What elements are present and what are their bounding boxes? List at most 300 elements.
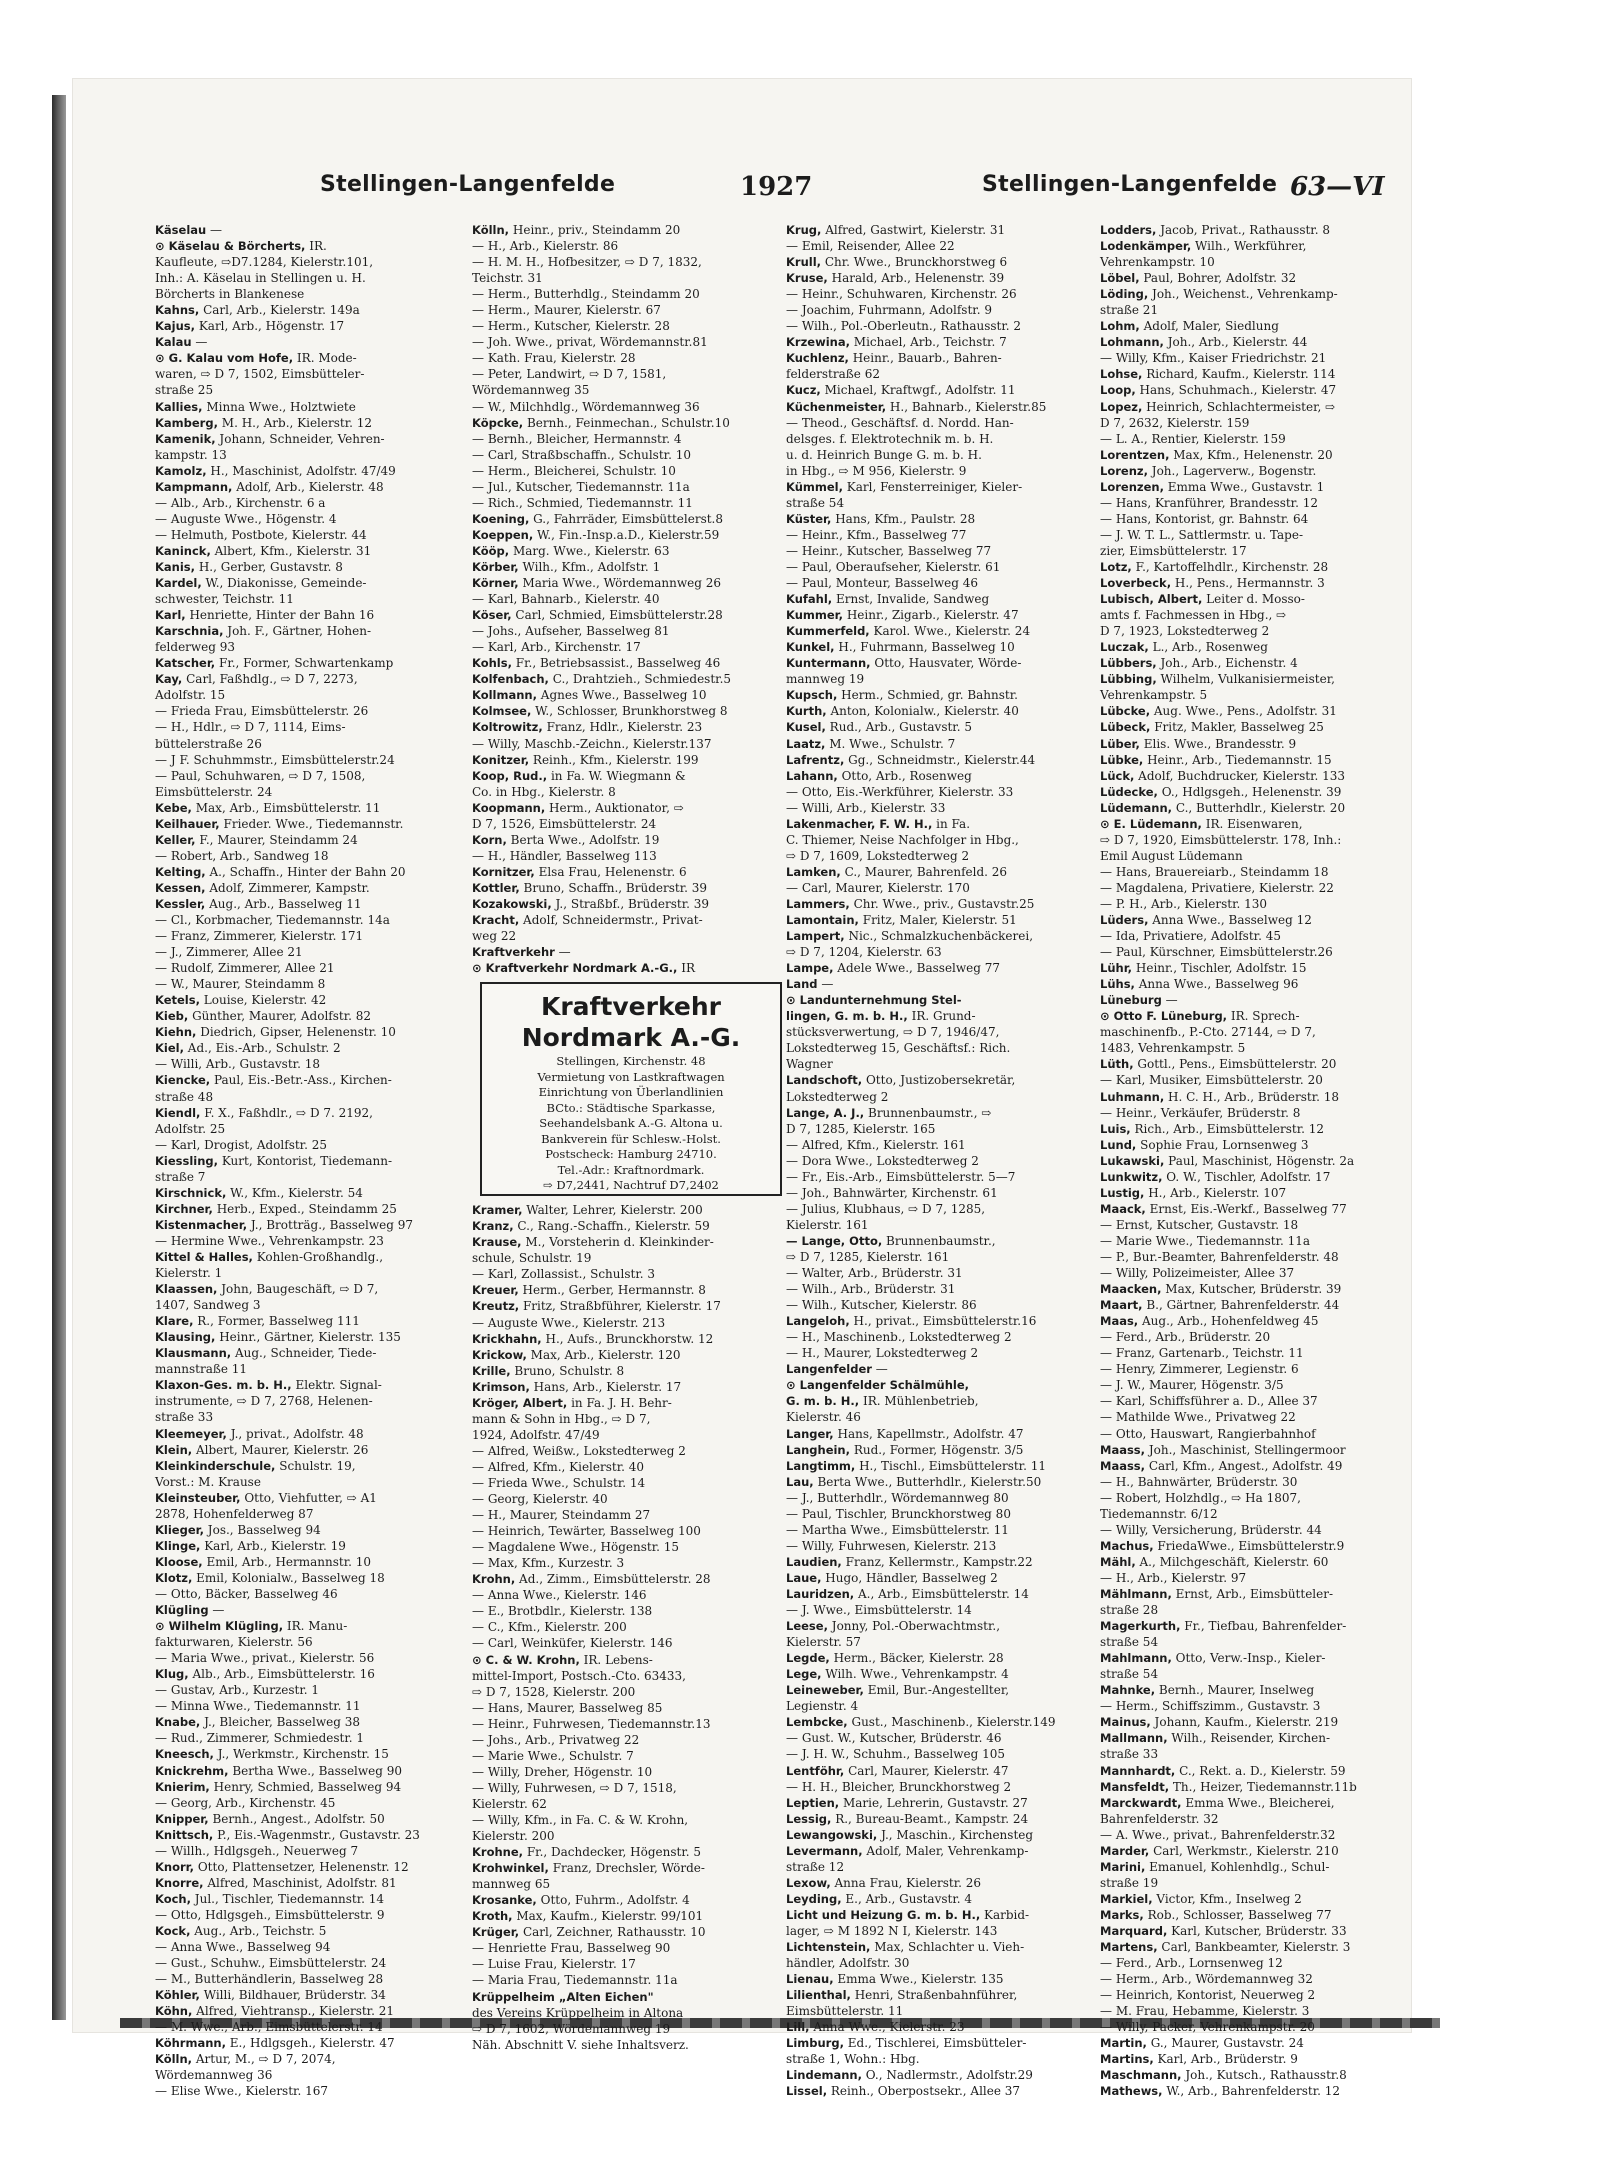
entry-name: Marini,	[1100, 1859, 1146, 1874]
directory-entry	[155, 1875, 473, 1891]
entry-details: — Fr., Eis.-Arb., Eimsbüttelerstr. 5—7	[786, 1169, 1016, 1184]
entry-details: — Willy, Fuhrwesen, ⇨ D 7, 1518,	[472, 1780, 677, 1795]
entry-details: — Marie Wwe., Schulstr. 7	[472, 1748, 634, 1763]
entry-details: ⇨ D 7, 1920, Eimsbüttelerstr. 178, Inh.:	[1100, 832, 1342, 847]
entry-name: Kirschnick,	[155, 1185, 227, 1200]
entry-name: Küchenmeister,	[786, 399, 887, 414]
entry-name: Klug,	[155, 1667, 189, 1682]
entry-details: — Paul, Oberaufseher, Kielerstr. 61	[786, 559, 1001, 574]
directory-entry	[155, 511, 473, 527]
directory-entry	[155, 1955, 473, 1971]
entry-name: Krause,	[472, 1235, 522, 1250]
entry-details: 2878, Hohenfelderweg 87	[155, 1506, 314, 1521]
entry-details: — H., Maschinenb., Lokstedterweg 2	[786, 1330, 1012, 1345]
entry-details: Kielerstr. 57	[786, 1635, 861, 1650]
entry-name: Lau,	[786, 1474, 814, 1489]
advert-title-line2: Nordmark A.-G.	[521, 1023, 741, 1053]
entry-name: Keller,	[155, 832, 196, 847]
directory-entry	[786, 2035, 1104, 2051]
directory-entry	[1100, 1602, 1418, 1618]
entry-details: Joh., Kutsch., Rathausstr.8	[1181, 2068, 1347, 2083]
entry-details: — Herm., Arb., Wördemannweg 32	[1100, 1972, 1313, 1987]
directory-entry	[1100, 1105, 1418, 1121]
directory-entry	[786, 639, 1104, 655]
directory-entry	[786, 1859, 1104, 1875]
entry-details: Agnes Wwe., Basselweg 10	[536, 688, 707, 703]
directory-entry	[155, 1907, 473, 1923]
entry-name: Kolmsee,	[472, 704, 532, 719]
entry-name: Kolfenbach,	[472, 672, 549, 687]
directory-entry	[155, 366, 473, 382]
entry-name: ⊙ Käselau & Börcherts,	[155, 239, 306, 254]
directory-entry	[786, 1201, 1104, 1217]
directory-entry	[472, 1716, 790, 1732]
directory-entry	[155, 655, 473, 671]
directory-entry	[1100, 1714, 1418, 1730]
entry-name: Kay,	[155, 672, 183, 687]
entry-name: Lustig,	[1100, 1185, 1145, 1200]
directory-entry	[155, 816, 473, 832]
directory-entry	[155, 1409, 473, 1425]
directory-entry	[472, 1459, 790, 1475]
entry-details: straße 33	[1100, 1747, 1159, 1762]
entry-name: Marquard,	[1100, 1923, 1168, 1938]
entry-details: — Henry, Zimmerer, Legienstr. 6	[1100, 1362, 1299, 1377]
entry-name: Katscher,	[155, 656, 216, 671]
entry-details: Karbid-	[980, 1907, 1030, 1922]
directory-entry	[472, 2005, 790, 2021]
directory-entry	[155, 1474, 473, 1490]
directory-entry	[472, 463, 790, 479]
entry-details: straße 54	[786, 495, 845, 510]
directory-entry	[786, 1714, 1104, 1730]
entry-details: Hans, Arb., Kielerstr. 17	[529, 1379, 682, 1394]
directory-entry	[1100, 286, 1418, 302]
entry-details: C. Thiemer, Neise Nachfolger in Hbg.,	[786, 832, 1019, 847]
entry-details: Karl, Arb., Högenstr. 17	[195, 319, 345, 334]
entry-details: — E., Brotbdlr., Kielerstr. 138	[472, 1604, 653, 1619]
directory-entry	[1100, 1666, 1418, 1682]
entry-details: Emma Wwe., Kielerstr. 135	[833, 1972, 1004, 1987]
entry-name: Langenfelder	[786, 1362, 872, 1377]
entry-name: Kittel & Halles,	[155, 1250, 253, 1264]
directory-entry	[472, 1234, 790, 1250]
entry-details: Emil, Kolonialw., Basselweg 18	[192, 1570, 385, 1585]
entry-name: Kessler,	[155, 896, 206, 911]
directory-entry	[155, 880, 473, 896]
directory-entry	[472, 800, 790, 816]
directory-entry	[786, 1827, 1104, 1843]
entry-details: R., Bureau-Beamt., Kampstr. 24	[831, 1811, 1029, 1826]
entry-details: Henriette, Hinter der Bahn 16	[185, 608, 375, 623]
entry-details: — Alfred, Kfm., Kielerstr. 161	[786, 1137, 966, 1152]
directory-entry	[786, 1602, 1104, 1618]
entry-details: — Minna Wwe., Tiedemannstr. 11	[155, 1699, 361, 1714]
directory-entry	[786, 1650, 1104, 1666]
entry-name: Lewangowski,	[786, 1827, 878, 1842]
entry-details: Börcherts in Blankenese	[155, 287, 305, 302]
directory-entry	[786, 1538, 1104, 1554]
entry-details: — Ernst, Kutscher, Gustavstr. 18	[1100, 1217, 1299, 1232]
entry-details: Teichstr. 31	[472, 271, 543, 286]
directory-entry	[472, 1860, 790, 1876]
entry-name: Kiendl,	[155, 1105, 201, 1120]
directory-entry	[155, 1939, 473, 1955]
directory-entry	[1100, 1072, 1418, 1088]
entry-details: Otto, Justizobersekretär,	[862, 1073, 1016, 1088]
entry-details: Alfred, Maschinist, Adolfstr. 81	[203, 1875, 397, 1890]
directory-entry	[786, 334, 1104, 350]
entry-details: ⇨ D 7, 1609, Lokstedterweg 2	[786, 848, 970, 863]
directory-entry	[155, 1682, 473, 1698]
directory-entry	[786, 1121, 1104, 1137]
entry-details: — Hermine Wwe., Vehrenkampstr. 23	[155, 1233, 384, 1248]
entry-name: Klare,	[155, 1314, 194, 1329]
directory-entry	[786, 832, 1104, 848]
directory-entry	[1100, 1971, 1418, 1987]
entry-name: Lissel,	[786, 2084, 828, 2099]
entry-details: kampstr. 13	[155, 447, 227, 462]
entry-details: J., Straßbf., Brüderstr. 39	[551, 896, 710, 911]
directory-entry	[1100, 832, 1418, 848]
directory-entry	[786, 1570, 1104, 1586]
entry-name: Maass,	[1100, 1442, 1146, 1457]
entry-details: Schulstr. 19,	[275, 1458, 356, 1473]
entry-name: Lampert,	[786, 929, 845, 944]
entry-details: Wilh., Werkführer,	[1191, 239, 1307, 254]
entry-details: Louise, Kielerstr. 42	[199, 993, 327, 1008]
entry-details: Ernst, Arb., Eimsbütteler-	[1171, 1586, 1334, 1601]
entry-details: schwester, Teichstr. 11	[155, 592, 294, 607]
directory-entry	[155, 1891, 473, 1907]
directory-entry	[472, 1315, 790, 1331]
entry-name: Kleinsteuber,	[155, 1490, 241, 1505]
directory-entry	[472, 1908, 790, 1924]
entry-name: Mathews,	[1100, 2084, 1163, 2099]
directory-entry	[472, 1395, 790, 1411]
entry-name: — Lange, Otto,	[786, 1233, 883, 1248]
directory-entry	[786, 1329, 1104, 1345]
entry-details: — Henriette Frau, Basselweg 90	[472, 1941, 671, 1956]
directory-entry	[786, 1939, 1104, 1955]
directory-entry	[472, 447, 790, 463]
entry-name: Maas,	[1100, 1314, 1139, 1329]
entry-details: Herm., Gerber, Hermannstr. 8	[518, 1283, 706, 1298]
directory-entry	[472, 864, 790, 880]
entry-details: — Alfred, Kfm., Kielerstr. 40	[472, 1459, 645, 1474]
directory-entry	[786, 2051, 1104, 2067]
entry-details: Wilhelm, Vulkanisiermeister,	[1156, 672, 1335, 687]
entry-details: — Willy, Fuhrwesen, Kielerstr. 213	[786, 1538, 997, 1553]
entry-details: — Paul, Schuhwaren, ⇨ D 7, 1508,	[155, 768, 366, 783]
directory-entry	[1100, 1955, 1418, 1971]
directory-entry	[155, 1987, 473, 2003]
entry-name: Lakenmacher, F. W. H.,	[786, 816, 933, 831]
directory-entry	[786, 768, 1104, 784]
directory-entry	[472, 366, 790, 382]
entry-details: — Maria Wwe., privat., Kielerstr. 56	[155, 1651, 375, 1666]
directory-entry	[155, 623, 473, 639]
directory-entry	[155, 222, 473, 238]
advert-line: Bankverein für Schlesw.-Holst.	[541, 1131, 721, 1146]
directory-entry	[1100, 543, 1418, 559]
entry-details: E., Arb., Gustavstr. 4	[841, 1891, 973, 1906]
directory-entry	[1100, 1089, 1418, 1105]
entry-details: C., Rang.-Schaffn., Kielerstr. 59	[513, 1219, 710, 1234]
directory-entry	[1100, 399, 1418, 415]
directory-entry	[472, 1539, 790, 1555]
directory-entry	[1100, 1650, 1418, 1666]
directory-entry	[472, 1266, 790, 1282]
entry-details: Näh. Abschnitt V. siehe Inhaltsverz.	[472, 2037, 689, 2052]
directory-entry	[155, 1040, 473, 1056]
entry-name: Kracht,	[472, 913, 520, 928]
entry-name: Land	[786, 977, 818, 992]
directory-entry	[786, 1409, 1104, 1425]
entry-details: Aug. Wwe., Pens., Adolfstr. 31	[1150, 704, 1337, 719]
entry-details: — Theod., Geschäftsf. d. Nordd. Han-	[786, 415, 1014, 430]
entry-details: Adolf, Arb., Kielerstr. 48	[232, 479, 384, 494]
directory-entry	[472, 1700, 790, 1716]
directory-entry	[786, 1056, 1104, 1072]
entry-name: Krüger,	[472, 1925, 520, 1940]
advert-line: Vermietung von Lastkraftwagen	[537, 1069, 725, 1084]
entry-details: instrumente, ⇨ D 7, 2768, Helenen-	[155, 1394, 373, 1409]
entry-name: Kufahl,	[786, 592, 833, 607]
entry-details: — Rudolf, Zimmerer, Allee 21	[155, 961, 335, 976]
entry-name: Langtimm,	[786, 1458, 856, 1473]
directory-entry	[472, 896, 790, 912]
directory-entry	[1100, 222, 1418, 238]
entry-name: Lüders,	[1100, 913, 1149, 928]
entry-name: Lill,	[786, 2020, 810, 2035]
directory-entry	[786, 511, 1104, 527]
directory-entry	[1100, 495, 1418, 511]
directory-entry	[472, 254, 790, 270]
entry-details: Co. in Hbg., Kielerstr. 8	[472, 784, 616, 799]
directory-entry	[786, 1442, 1104, 1458]
directory-entry	[472, 1298, 790, 1314]
entry-details: C., Drahtzieh., Schmiedestr.5	[548, 672, 732, 687]
entry-details: Anna Wwe., Basselweg 96	[1134, 977, 1299, 992]
directory-entry	[155, 591, 473, 607]
entry-name: Langer,	[786, 1426, 834, 1441]
entry-name: Mahlmann,	[1100, 1651, 1172, 1666]
entry-name: Koopmann,	[472, 800, 546, 815]
entry-name: Küster,	[786, 511, 832, 526]
entry-details: — Robert, Holzhdlg., ⇨ Ha 1807,	[1100, 1490, 1301, 1505]
directory-entry	[786, 1153, 1104, 1169]
directory-entry	[155, 495, 473, 511]
directory-entry	[472, 431, 790, 447]
directory-entry	[786, 2067, 1104, 2083]
directory-entry	[1100, 719, 1418, 735]
entry-name: Limburg,	[786, 2036, 844, 2051]
entry-name: Lembcke,	[786, 1715, 848, 1730]
entry-details: IR. Lebens-	[579, 1652, 653, 1667]
entry-name: Leptien,	[786, 1795, 840, 1810]
entry-details: straße 28	[1100, 1603, 1159, 1618]
directory-entry	[472, 286, 790, 302]
entry-details: mann & Sohn in Hbg., ⇨ D 7,	[472, 1411, 651, 1426]
entry-details: — Georg, Arb., Kirchenstr. 45	[155, 1795, 336, 1810]
entry-name: Leese,	[786, 1619, 828, 1634]
directory-entry	[786, 784, 1104, 800]
entry-name: Kiencke,	[155, 1073, 211, 1088]
directory-entry	[1100, 1554, 1418, 1570]
directory-entry	[786, 912, 1104, 928]
entry-name: Kummer,	[786, 608, 844, 623]
entry-name: Martin,	[1100, 2036, 1147, 2051]
entry-name: Kucz,	[786, 383, 821, 398]
entry-details: — Otto, Hdlgsgeh., Eimsbüttelerstr. 9	[155, 1907, 385, 1922]
directory-entry	[155, 1008, 473, 1024]
directory-entry	[155, 1153, 473, 1169]
entry-name: Kaninck,	[155, 543, 211, 558]
directory-entry	[155, 1746, 473, 1762]
directory-entry	[786, 1923, 1104, 1939]
entry-name: Kreuer,	[472, 1283, 519, 1298]
directory-entry	[472, 655, 790, 671]
directory-entry	[155, 639, 473, 655]
entry-details: Heinr., Zigarb., Kielerstr. 47	[843, 608, 1019, 623]
entry-name: Langeloh,	[786, 1314, 850, 1329]
entry-name: Licht und Heizung G. m. b. H.,	[786, 1907, 981, 1922]
entry-name: Klieger,	[155, 1522, 204, 1537]
directory-entry	[1100, 1538, 1418, 1554]
entry-details: Rob., Schlosser, Basselweg 77	[1143, 1907, 1332, 1922]
entry-details: — Karl, Arb., Kirchenstr. 17	[472, 640, 641, 655]
entry-details: straße 33	[155, 1410, 214, 1425]
entry-details: Carl, Bankbeamter, Kielerstr. 3	[1157, 1940, 1351, 1955]
directory-entry	[155, 350, 473, 366]
directory-entry	[155, 254, 473, 270]
directory-entry	[155, 1265, 473, 1281]
entry-details: Adele Wwe., Basselweg 77	[833, 961, 1001, 976]
directory-entry	[1100, 800, 1418, 816]
directory-entry	[155, 1121, 473, 1137]
entry-details: Herb., Exped., Steindamm 25	[212, 1201, 397, 1216]
directory-entry	[786, 1971, 1104, 1987]
entry-name: Krull,	[786, 255, 822, 270]
entry-details: Bernh., Angest., Adolfstr. 50	[208, 1811, 385, 1826]
entry-details: — Maria Frau, Tiedemannstr. 11a	[472, 1973, 678, 1988]
entry-name: Kusel,	[786, 720, 826, 735]
entry-name: Mannhardt,	[1100, 1763, 1176, 1778]
directory-entry	[155, 1522, 473, 1538]
entry-details: — Heinr., Kutscher, Basselweg 77	[786, 543, 992, 558]
entry-details: — H., Maurer, Lokstedterweg 2	[786, 1346, 979, 1361]
directory-entry	[786, 1795, 1104, 1811]
directory-entry	[472, 1956, 790, 1972]
entry-details: Herm., Auktionator, ⇨	[545, 800, 684, 815]
directory-entry	[1100, 1907, 1418, 1923]
entry-name: Lienau,	[786, 1972, 834, 1987]
entry-details: — W., Milchhdlg., Wördemannweg 36	[472, 399, 700, 414]
directory-entry	[472, 719, 790, 735]
entry-details: — Ferd., Arb., Brüderstr. 20	[1100, 1330, 1271, 1345]
entry-details: — Willh., Hdlgsgeh., Neuerweg 7	[155, 1843, 359, 1858]
entry-details: Kielerstr. 1	[155, 1266, 223, 1281]
directory-entry	[786, 382, 1104, 398]
entry-details: Richard, Kaufm., Kielerstr. 114	[1142, 367, 1336, 382]
directory-entry	[786, 1393, 1104, 1409]
directory-entry	[786, 655, 1104, 671]
entry-name: Kraftverkehr	[472, 945, 555, 960]
entry-details: Max, Arb., Eimsbüttelerstr. 11	[191, 800, 381, 815]
entry-details: — Carl, Weinküfer, Kielerstr. 146	[472, 1636, 673, 1651]
directory-entry	[786, 1281, 1104, 1297]
entry-name: Käselau	[155, 223, 207, 237]
entry-details: Bertha Wwe., Basselweg 90	[228, 1763, 403, 1778]
directory-entry	[1100, 671, 1418, 687]
entry-details: J., privat., Adolfstr. 48	[226, 1426, 364, 1441]
entry-name: Klein,	[155, 1442, 193, 1457]
entry-details: C., Maurer, Bahrenfeld. 26	[840, 864, 1008, 879]
directory-entry	[155, 2051, 473, 2067]
entry-details: H., Pens., Hermannstr. 3	[1171, 576, 1325, 591]
entry-details: Joh., Maschinist, Stellingermoor	[1145, 1442, 1346, 1457]
entry-details: Ernst, Invalide, Sandweg	[832, 592, 990, 607]
directory-entry	[155, 1490, 473, 1506]
entry-details: Berta Wwe., Adolfstr. 19	[506, 832, 660, 847]
entry-details: mannstraße 11	[155, 1362, 248, 1377]
directory-entry	[1100, 816, 1418, 832]
entry-name: Krzewina,	[786, 335, 850, 350]
entry-details: — Gustav, Arb., Kurzestr. 1	[155, 1683, 320, 1698]
entry-name: Kistenmacher,	[155, 1217, 248, 1232]
directory-entry	[786, 1105, 1104, 1121]
directory-entry	[472, 671, 790, 687]
entry-details: — Willy, Dreher, Högenstr. 10	[472, 1764, 653, 1779]
entry-name: Lübke,	[1100, 752, 1144, 767]
entry-details: — Heinrich, Tewärter, Basselweg 100	[472, 1524, 701, 1539]
entry-name: Lohmann,	[1100, 335, 1164, 350]
entry-details: Herm., Bäcker, Kielerstr. 28	[829, 1651, 1004, 1666]
directory-entry	[472, 928, 790, 944]
entry-name: Lüdemann,	[1100, 800, 1173, 815]
directory-entry	[1100, 1811, 1418, 1827]
entry-details: — Willy, Packer, Vehrenkampstr. 20	[1100, 2020, 1315, 2035]
entry-name: Kahns,	[155, 303, 200, 318]
entry-details: Max, Kutscher, Brüderstr. 39	[1161, 1282, 1342, 1297]
directory-entry	[1100, 479, 1418, 495]
entry-name: Kiessling,	[155, 1153, 219, 1168]
directory-entry	[786, 1586, 1104, 1602]
directory-entry	[472, 382, 790, 398]
directory-entry	[786, 1426, 1104, 1442]
directory-entry	[155, 896, 473, 912]
directory-entry	[472, 607, 790, 623]
entry-name: Koltrowitz,	[472, 720, 543, 735]
entry-details: Otto, Fuhrm., Adolfstr. 4	[536, 1893, 690, 1908]
directory-entry	[1100, 1121, 1418, 1137]
entry-details: — Marie Wwe., Tiedemannstr. 11a	[1100, 1233, 1311, 1248]
directory-entry	[472, 238, 790, 254]
directory-entry	[155, 1730, 473, 1746]
entry-details: — J., Zimmerer, Allee 21	[155, 945, 303, 960]
directory-entry	[786, 479, 1104, 495]
entry-details: Heinr., Arb., Tiedemannstr. 15	[1143, 752, 1332, 767]
directory-entry	[155, 976, 473, 992]
advertisement-box	[480, 982, 782, 1196]
entry-details: Walter, Lehrer, Kielerstr. 200	[522, 1203, 703, 1218]
directory-entry	[1100, 736, 1418, 752]
entry-details: H. C. H., Arb., Brüderstr. 18	[1164, 1089, 1340, 1104]
directory-entry	[1100, 1297, 1418, 1313]
entry-details: IR. Manu-	[283, 1619, 348, 1634]
entry-details: Marie, Lehrerin, Gustavstr. 27	[839, 1795, 1028, 1810]
